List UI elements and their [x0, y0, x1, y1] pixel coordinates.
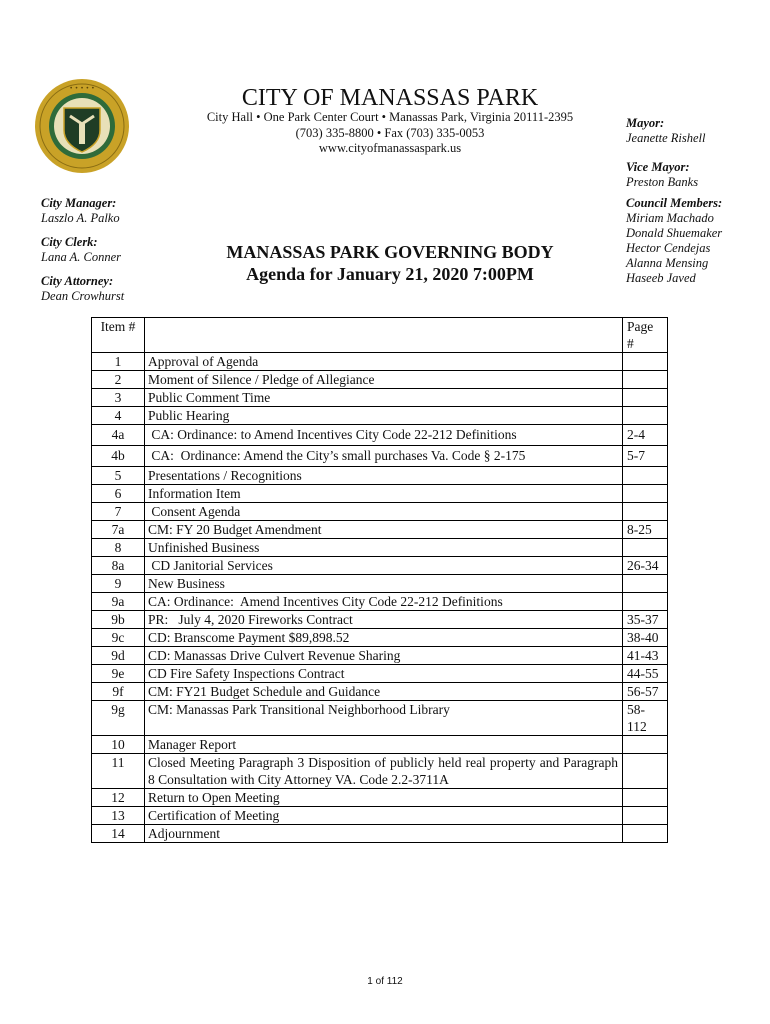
item-description: CA: Ordinance: Amend the City’s small purchases Va. Code § 2-175 [145, 446, 623, 467]
table-row [92, 665, 668, 683]
table-row [92, 446, 668, 467]
city-attorney-block [41, 274, 191, 304]
description-header [145, 318, 623, 353]
mayor-block [626, 116, 766, 146]
item-page-range [623, 503, 668, 521]
item-page-range [623, 825, 668, 843]
council-member: Miriam Machado [626, 211, 714, 225]
item-number: 7 [92, 503, 145, 521]
vice-mayor-block [626, 160, 766, 190]
table-row [92, 353, 668, 371]
item-page-range [623, 407, 668, 425]
item-description: CA: Ordinance: Amend Incentives City Code 22-212 Definitions [145, 593, 623, 611]
address-line: City Hall • One Park Center Court • Manassas Park, Virginia 20111-2395 [206, 110, 574, 124]
city-attorney-name: Dean Crowhurst [41, 289, 125, 303]
council-members-label: Council Members: [626, 196, 723, 210]
table-row [92, 557, 668, 575]
mayor-label: Mayor: [626, 116, 665, 130]
item-number: 9f [92, 683, 145, 701]
website-line: www.cityofmanassaspark.us [318, 141, 462, 155]
item-number: 4b [92, 446, 145, 467]
item-page-range [623, 807, 668, 825]
item-page-range [623, 539, 668, 557]
item-page-range [623, 593, 668, 611]
table-row [92, 503, 668, 521]
city-name-title: CITY OF MANASSAS PARK [241, 85, 539, 111]
contact-block [180, 110, 600, 157]
council-member: Alanna Mensing [626, 256, 709, 270]
item-page-range: 58-112 [623, 701, 668, 736]
item-number: 8a [92, 557, 145, 575]
table-row [92, 683, 668, 701]
item-description: New Business [145, 575, 623, 593]
item-number: 10 [92, 736, 145, 754]
table-row [92, 611, 668, 629]
svg-text:• • • • •: • • • • • [69, 85, 95, 92]
item-page-range [623, 467, 668, 485]
item-page-range [623, 736, 668, 754]
table-row [92, 521, 668, 539]
item-page-range [623, 371, 668, 389]
item-page-range: 41-43 [623, 647, 668, 665]
city-manager-name: Laszlo A. Palko [41, 211, 120, 225]
table-row [92, 389, 668, 407]
item-number: 9 [92, 575, 145, 593]
city-manager-label: City Manager: [41, 196, 117, 210]
mayor-name: Jeanette Rishell [626, 131, 706, 145]
item-page-range [623, 754, 668, 789]
item-number: 7a [92, 521, 145, 539]
table-row [92, 754, 668, 789]
item-page-range [623, 353, 668, 371]
item-description: CD Janitorial Services [145, 557, 623, 575]
item-page-range: 5-7 [623, 446, 668, 467]
city-attorney-label: City Attorney: [41, 274, 114, 288]
item-description: Unfinished Business [145, 539, 623, 557]
item-number: 12 [92, 789, 145, 807]
item-description: Moment of Silence / Pledge of Allegiance [145, 371, 623, 389]
item-number: 9c [92, 629, 145, 647]
item-description: Presentations / Recognitions [145, 467, 623, 485]
city-clerk-name: Lana A. Conner [41, 250, 121, 264]
item-description: Closed Meeting Paragraph 3 Disposition of publicly held real property and Paragraph 8 Consultation with City Attorney VA. Code 2.2-3711A [145, 754, 623, 789]
item-number: 2 [92, 371, 145, 389]
item-description: Information Item [145, 485, 623, 503]
item-description: Approval of Agenda [145, 353, 623, 371]
table-row [92, 807, 668, 825]
item-description: CM: FY21 Budget Schedule and Guidance [145, 683, 623, 701]
item-page-range [623, 575, 668, 593]
council-member: Donald Shuemaker [626, 226, 723, 240]
item-description: CM: FY 20 Budget Amendment [145, 521, 623, 539]
item-description: Public Hearing [145, 407, 623, 425]
table-row [92, 467, 668, 485]
item-number: 3 [92, 389, 145, 407]
table-row [92, 789, 668, 807]
item-description: Manager Report [145, 736, 623, 754]
table-row [92, 647, 668, 665]
council-member: Haseeb Javed [626, 271, 696, 285]
item-page-range [623, 789, 668, 807]
table-row [92, 539, 668, 557]
council-members-block [626, 196, 766, 286]
table-row [92, 485, 668, 503]
item-description: Return to Open Meeting [145, 789, 623, 807]
item-number: 14 [92, 825, 145, 843]
item-number: 4 [92, 407, 145, 425]
council-member: Hector Cendejas [626, 241, 711, 255]
item-page-range: 2-4 [623, 425, 668, 446]
table-row [92, 575, 668, 593]
table-row [92, 593, 668, 611]
item-description: PR: July 4, 2020 Fireworks Contract [145, 611, 623, 629]
item-number: 6 [92, 485, 145, 503]
table-row [92, 629, 668, 647]
item-description: CD: Branscome Payment $89,898.52 [145, 629, 623, 647]
city-clerk-label: City Clerk: [41, 235, 98, 249]
vice-mayor-label: Vice Mayor: [626, 160, 690, 174]
item-page-range: 56-57 [623, 683, 668, 701]
item-number: 9d [92, 647, 145, 665]
item-description: Certification of Meeting [145, 807, 623, 825]
item-number: 9b [92, 611, 145, 629]
page-number-header: Page # [623, 318, 668, 353]
agenda-heading [180, 241, 600, 285]
item-description: Adjournment [145, 825, 623, 843]
city-clerk-block [41, 235, 191, 265]
table-header-row [92, 318, 668, 353]
table-row [92, 407, 668, 425]
governing-body-title: MANASSAS PARK GOVERNING BODY [226, 242, 554, 262]
item-number: 5 [92, 467, 145, 485]
item-number: 4a [92, 425, 145, 446]
item-description: CD: Manassas Drive Culvert Revenue Sharing [145, 647, 623, 665]
item-number-header: Item # [92, 318, 145, 353]
table-row [92, 736, 668, 754]
city-manager-block [41, 196, 191, 226]
item-page-range: 38-40 [623, 629, 668, 647]
item-description: Consent Agenda [145, 503, 623, 521]
item-page-range [623, 389, 668, 407]
page-indicator: 1 of 112 [367, 976, 403, 987]
table-row [92, 425, 668, 446]
seal-emblem-icon [34, 78, 130, 174]
item-page-range [623, 485, 668, 503]
table-row [92, 825, 668, 843]
agenda-table [91, 317, 668, 843]
item-page-range: 35-37 [623, 611, 668, 629]
item-number: 8 [92, 539, 145, 557]
item-description: CM: Manassas Park Transitional Neighborhood Library [145, 701, 623, 736]
vice-mayor-name: Preston Banks [626, 175, 699, 189]
item-page-range: 44-55 [623, 665, 668, 683]
item-description: CD Fire Safety Inspections Contract [145, 665, 623, 683]
table-row [92, 371, 668, 389]
item-number: 9a [92, 593, 145, 611]
item-description: Public Comment Time [145, 389, 623, 407]
phone-line: (703) 335-8800 • Fax (703) 335-0053 [295, 125, 485, 140]
item-number: 9g [92, 701, 145, 736]
item-number: 11 [92, 754, 145, 789]
table-row [92, 701, 668, 736]
item-page-range: 8-25 [623, 521, 668, 539]
item-number: 9e [92, 665, 145, 683]
item-page-range: 26-34 [623, 557, 668, 575]
item-number: 1 [92, 353, 145, 371]
item-number: 13 [92, 807, 145, 825]
item-description: CA: Ordinance: to Amend Incentives City Code 22-212 Definitions [145, 425, 623, 446]
agenda-date-title: Agenda for January 21, 2020 7:00PM [246, 264, 534, 284]
city-seal-logo [34, 78, 130, 174]
